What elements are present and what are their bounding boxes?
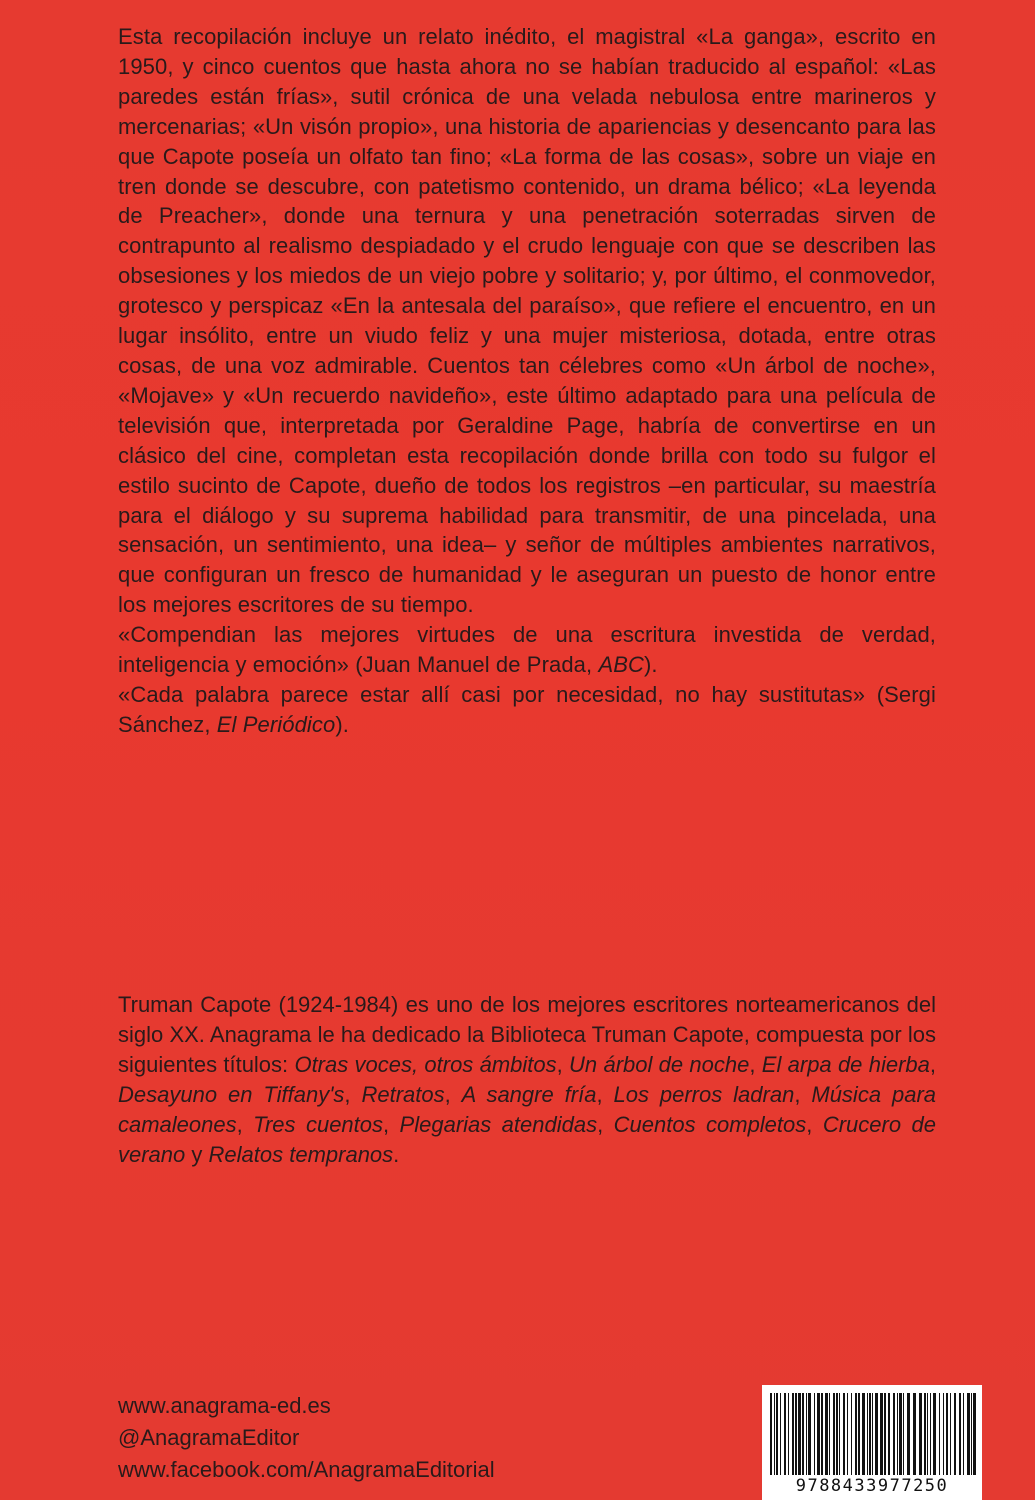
barcode-bar [806, 1393, 807, 1475]
italic-title: Tres cuentos [253, 1111, 384, 1137]
barcode-bar [774, 1393, 775, 1475]
website-link[interactable]: www.anagrama-ed.es [118, 1393, 331, 1418]
barcode-bar [770, 1393, 772, 1475]
text-run: , [794, 1081, 812, 1107]
barcode-bar [858, 1393, 860, 1475]
barcode-bar [847, 1393, 848, 1475]
barcode-bar [833, 1393, 835, 1475]
italic-title: A sangre fría [461, 1081, 597, 1107]
author-bio [118, 990, 936, 1169]
barcode-bar [963, 1393, 964, 1475]
barcode-bar [943, 1393, 944, 1475]
barcode-bar [851, 1393, 852, 1475]
italic-title: Los perros ladran [613, 1081, 795, 1107]
italic-title: Crucero de verano [118, 1111, 936, 1167]
barcode-bar [880, 1393, 883, 1475]
facebook-link[interactable]: www.facebook.com/AnagramaEditorial [118, 1457, 495, 1482]
press-quote-abc [118, 620, 936, 680]
italic-title: El Periódico [216, 711, 336, 737]
barcode-bar [907, 1393, 910, 1475]
barcode-bar [802, 1393, 804, 1475]
author-bio-paragraph [118, 990, 936, 1169]
synopsis-paragraph [118, 22, 936, 620]
text-run: ). [643, 652, 658, 678]
barcode-bar [875, 1393, 878, 1475]
barcode-bar [893, 1393, 895, 1475]
barcode-bar [829, 1393, 830, 1475]
barcode-bar [836, 1393, 838, 1475]
barcode-bar [946, 1393, 948, 1475]
barcode-bar [817, 1393, 820, 1475]
text-run: y [185, 1141, 209, 1167]
text-run: . [393, 1141, 400, 1167]
barcode-bar [788, 1393, 789, 1475]
italic-title: Cuentos completos [613, 1111, 807, 1137]
barcode-bar [933, 1393, 936, 1475]
text-run: , [596, 1081, 614, 1107]
barcode-bar [897, 1393, 898, 1475]
barcode-bar [780, 1393, 781, 1475]
barcode-bar [971, 1393, 972, 1475]
barcode-bar [954, 1393, 956, 1475]
barcode-bars [762, 1385, 982, 1475]
text-run: , [236, 1111, 254, 1137]
italic-title: Plegarias atendidas [399, 1111, 598, 1137]
barcode-bar [924, 1393, 926, 1475]
text-run: «Cada palabra parece estar allí casi por necesidad, no hay sustitutas» (Sergi Sánchez, [118, 681, 936, 737]
barcode-bar [903, 1393, 904, 1475]
twitter-handle[interactable]: @AnagramaEditor [118, 1425, 300, 1450]
barcode-bar [973, 1393, 976, 1475]
barcode-bar [792, 1393, 794, 1475]
barcode-bar [884, 1393, 886, 1475]
barcode-bar [784, 1393, 786, 1475]
text-run: ). [335, 711, 349, 737]
text-run: , [344, 1081, 362, 1107]
barcode-bar [919, 1393, 922, 1475]
barcode-bar [867, 1393, 868, 1475]
barcode-bar [939, 1393, 940, 1475]
barcode-bar [899, 1393, 902, 1475]
italic-title: Desayuno en Tiffany's [118, 1081, 345, 1107]
text-run: , [383, 1111, 400, 1137]
text-run: , [556, 1051, 570, 1077]
barcode-bar [927, 1393, 928, 1475]
italic-title: El arpa de hierba [761, 1051, 930, 1077]
barcode-bar [839, 1393, 840, 1475]
press-quote-el-periodico [118, 680, 936, 740]
barcode-bar [814, 1393, 815, 1475]
barcode-bar [862, 1393, 865, 1475]
barcode-bar [825, 1393, 828, 1475]
barcode-bar [967, 1393, 970, 1475]
text-run: , [929, 1051, 936, 1077]
synopsis [118, 22, 936, 740]
barcode-bar [795, 1393, 797, 1475]
barcode-bar [869, 1393, 871, 1475]
barcode-bar [913, 1393, 916, 1475]
italic-title: Un árbol de noche [569, 1051, 750, 1077]
barcode-bar [855, 1393, 857, 1475]
italic-title: Otras voces, otros ámbitos [294, 1051, 557, 1077]
barcode-bar [930, 1393, 931, 1475]
barcode-bar [821, 1393, 823, 1475]
isbn-barcode [762, 1385, 982, 1500]
text-run: , [806, 1111, 823, 1137]
text-run: Esta recopilación incluye un relato inédito, el magistral «La ganga», escrito en 1950, y cinco cuentos que hasta ahora no se habían traducido al español: «Las paredes están frías», sutil crónica de una velada nebulosa entre marineros y mercenarias; «Un visón propio», una historia de apariencias y desencanto para las que Capote poseía un olfato tan fino; «La forma de las cosas», sobre un viaje en tren donde se descubre, con patetismo contenido, un drama bélico; «La leyenda de Preacher», donde una ternura y una penetración soterradas sirven de contrapunto al realismo despiadado y el crudo lenguaje con que se describen las obsesiones y los miedos de un viejo pobre y solitario; y, por último, el conmovedor, grotesco y perspicaz «En la antesala del paraíso», que refiere el encuentro, en un lugar insólito, entre un viudo feliz y una mujer misteriosa, dotada, entre otras cosas, de una voz admirable. Cuentos tan célebres como «Un árbol de noche», «Mojave» y «Un recuerdo navideño», este último adaptado para una película de televisión que, interpretada por Geraldine Page, habría de convertirse en un clásico del cine, completan esta recopilación donde brilla con todo su fulgor el estilo sucinto de Capote, dueño de todos los registros –en particular, su maestría para el diálogo y su suprema habilidad para transmitir, de una pincelada, una sensación, un sentimiento, una idea– y señor de múltiples ambientes narrativos, que configuran un fresco de humanidad y le aseguran un puesto de honor entre los mejores escritores de su tiempo. [118, 24, 936, 618]
italic-title: Música para camaleones [118, 1081, 937, 1137]
text-run: , [749, 1051, 762, 1077]
publisher-links [118, 1390, 495, 1486]
barcode-bar [950, 1393, 951, 1475]
italic-title: ABC [598, 652, 644, 678]
barcode-bar [888, 1393, 890, 1475]
barcode-bar [959, 1393, 961, 1475]
barcode-bar [872, 1393, 873, 1475]
barcode-bar [843, 1393, 845, 1475]
text-run: , [597, 1111, 614, 1137]
barcode-bar [776, 1393, 778, 1475]
text-run: «Compendian las mejores virtudes de una escritura investida de verdad, inteligencia y emoción» (Juan Manuel de Prada, [118, 622, 936, 678]
text-run: , [444, 1081, 462, 1107]
barcode-bar [798, 1393, 801, 1475]
text-run: Truman Capote (1924-1984) es uno de los mejores escritores norteamericanos del siglo XX. Anagrama le ha dedicado la Biblioteca Truman Capote, compuesta por los siguientes títulos: [118, 992, 936, 1077]
isbn-number: 9788433977250 [795, 1476, 949, 1496]
italic-title: Relatos tempranos [208, 1141, 394, 1167]
italic-title: Retratos [361, 1081, 445, 1107]
barcode-bar [808, 1393, 811, 1475]
